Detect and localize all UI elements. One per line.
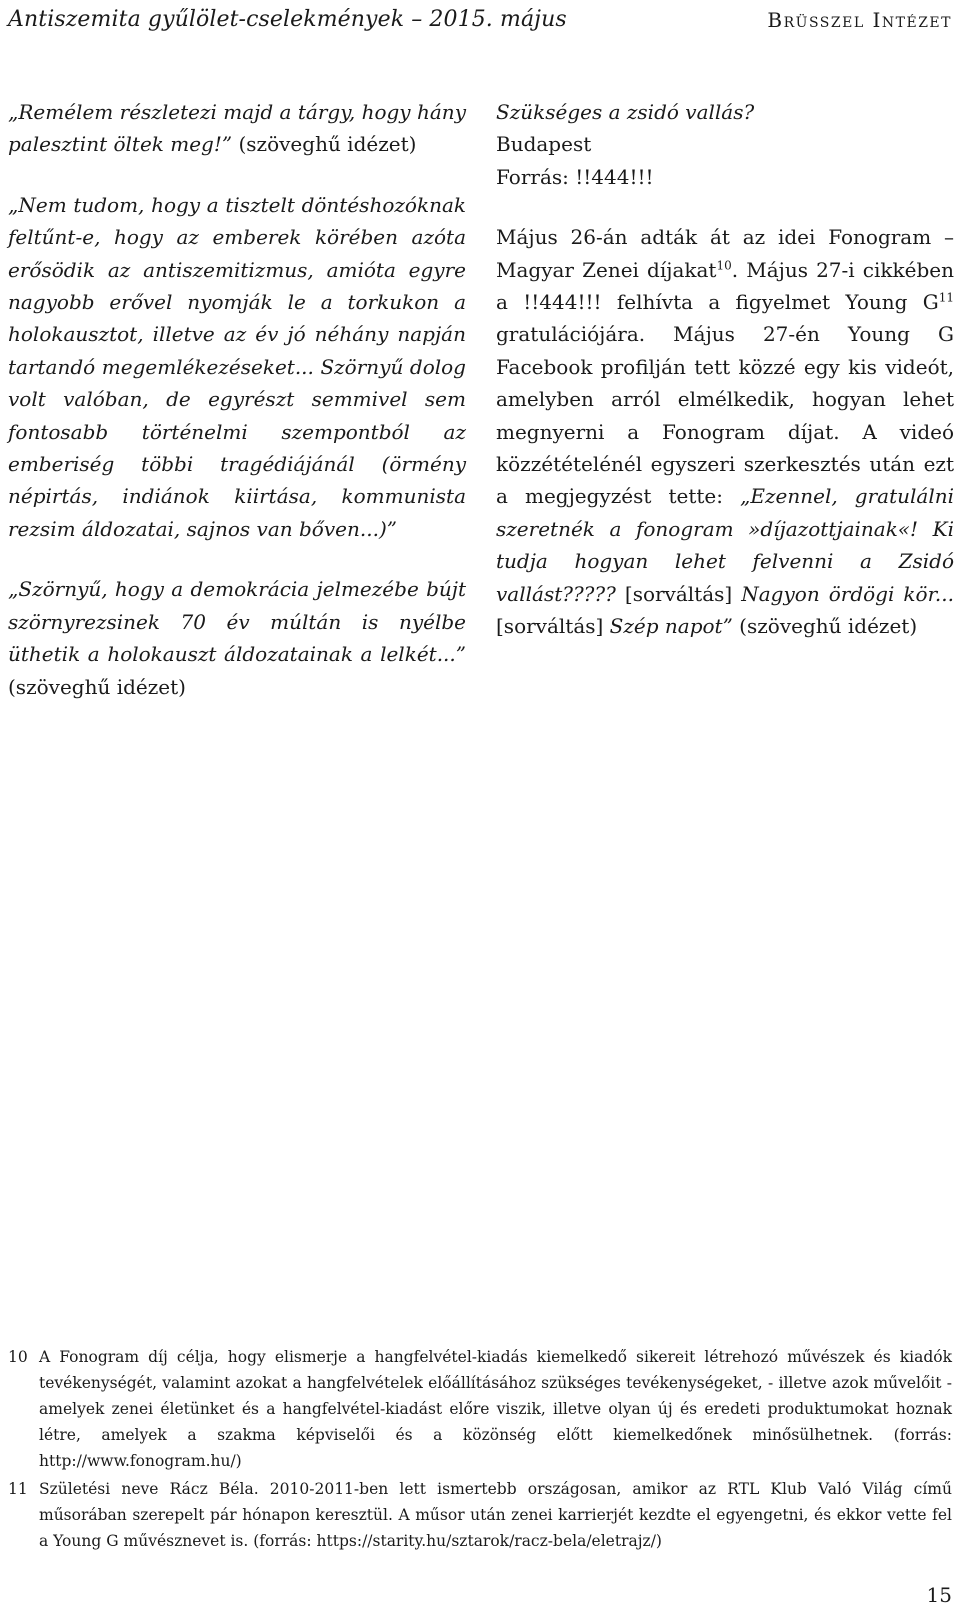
- article-body-part-3: gratulációjára. Május 27-én Young G Facebook profilján tett közzé egy kis videót, amelyben arról elmélkedik, hogyan lehet megnyerni a Fonogram díjat. A videó közzétételénél egyszeri szerkesztés után ezt a megjegyzést tette:: [496, 322, 954, 509]
- article-body-quote-2: Nagyon ördögi kör...: [741, 581, 955, 606]
- article-body-linebreak-2: [sorváltás]: [496, 614, 610, 639]
- header-document-title: Antiszemita gyűlölet-cselekmények – 2015. május: [8, 7, 567, 32]
- page-number: 15: [926, 1583, 952, 1607]
- footnote-10: [8, 1344, 952, 1474]
- quote-3-note: (szöveghű idézet): [8, 674, 186, 699]
- footnote-ref-11[interactable]: 11: [938, 290, 954, 305]
- footnote-text: Születési neve Rácz Béla. 2010-2011-ben lett ismertebb országosan, amikor az RTL Klub Való Világ című műsorában szerepelt pár hónapon keresztül. A műsor után zenei karrierjét kezdte el egyengetni, és ekkor vette fel a Young G művésznevet is. (forrás: https://starity.hu/sztarok/racz-bela/eletrajz/): [39, 1480, 952, 1550]
- article-location: Budapest: [496, 132, 592, 157]
- page-header: [8, 4, 952, 40]
- footnotes: [8, 1344, 952, 1556]
- article-body-quote-3: Szép napot”: [609, 614, 733, 639]
- footnote-number: 10: [8, 1348, 28, 1366]
- article-body-part-1: Május 26-án adták át az idei Fonogram – Magyar Zenei díjakat: [496, 225, 954, 282]
- footnote-ref-10[interactable]: 10: [716, 257, 732, 272]
- quote-3-text: „Szörnyű, hogy a demokrácia jelmezébe bújt szörnyrezsinek 70 év múltán is nyélbe üthetik a holokauszt áldozatainak a lelkét...”: [8, 577, 466, 667]
- footnote-text: A Fonogram díj célja, hogy elismerje a hangfelvétel-kiadás kiemelkedő sikereit létrehozó művészek és kiadók tevékenységét, valamint azokat a hangfelvételek előállításához szükséges tevékenységeket, - illetve azok művelőit - amelyek zenei életünket és a hangfelvétel-kiadást előre viszik, illetve olyan új és eredeti produktumokat hoznak létre, amelyek a szakma képviselői és a közönség előtt kiemelkedőnek minősülhetnek. (forrás: http://www.fonogram.hu/): [39, 1348, 952, 1470]
- article-body: [496, 221, 954, 642]
- article-body-linebreak-1: [sorváltás]: [615, 581, 742, 606]
- quote-1-note: (szövegһű idézet): [232, 132, 417, 157]
- footnote-11: [8, 1476, 952, 1554]
- article-body-note: (szöveghű idézet): [732, 614, 918, 639]
- article-body-quote: „Ezennel, gratulálni szeretnék a fonogram »díjazottjainak«! Ki tudja hogyan lehet felvenni a Zsidó vallást?????: [496, 484, 954, 606]
- quote-1: [8, 96, 466, 161]
- quote-1-text: „Remélem részletezi majd a tárgy, hogy hány palesztint öltek meg!”: [8, 100, 466, 157]
- article-source: Forrás: !!444!!!: [496, 164, 654, 189]
- article-title: Szükséges a zsidó vallás?: [496, 100, 755, 124]
- right-column: [496, 96, 954, 671]
- quote-2-text: „Nem tudom, hogy a tisztelt döntéshozóknak feltűnt-e, hogy az emberek körében azóta erősödik az antiszemitizmus, amióta egyre nagyobb erővel nyomják le a torkukon a holokausztot, illetve az év jó néhány napján tartandó megemlékezéseket... Szörnyű dolog volt valóban, de egyrészt semmivel sem fontosabb történelmi szempontból az emberiség többi tragédiájánál (örmény népirtás, indiánok kiirtása, kommunista rezsim áldozatai, sajnos van bőven...)”: [8, 192, 466, 541]
- footnote-number: 11: [8, 1480, 28, 1498]
- quote-3: [8, 573, 466, 703]
- article-body-part-2: . Május 27-i cikkében a !!444!!! felhívta a figyelmet Young G: [496, 257, 954, 315]
- header-institute-name: Brüsszel Intézet: [767, 8, 952, 32]
- left-column: [8, 96, 466, 731]
- quote-2: [8, 189, 466, 545]
